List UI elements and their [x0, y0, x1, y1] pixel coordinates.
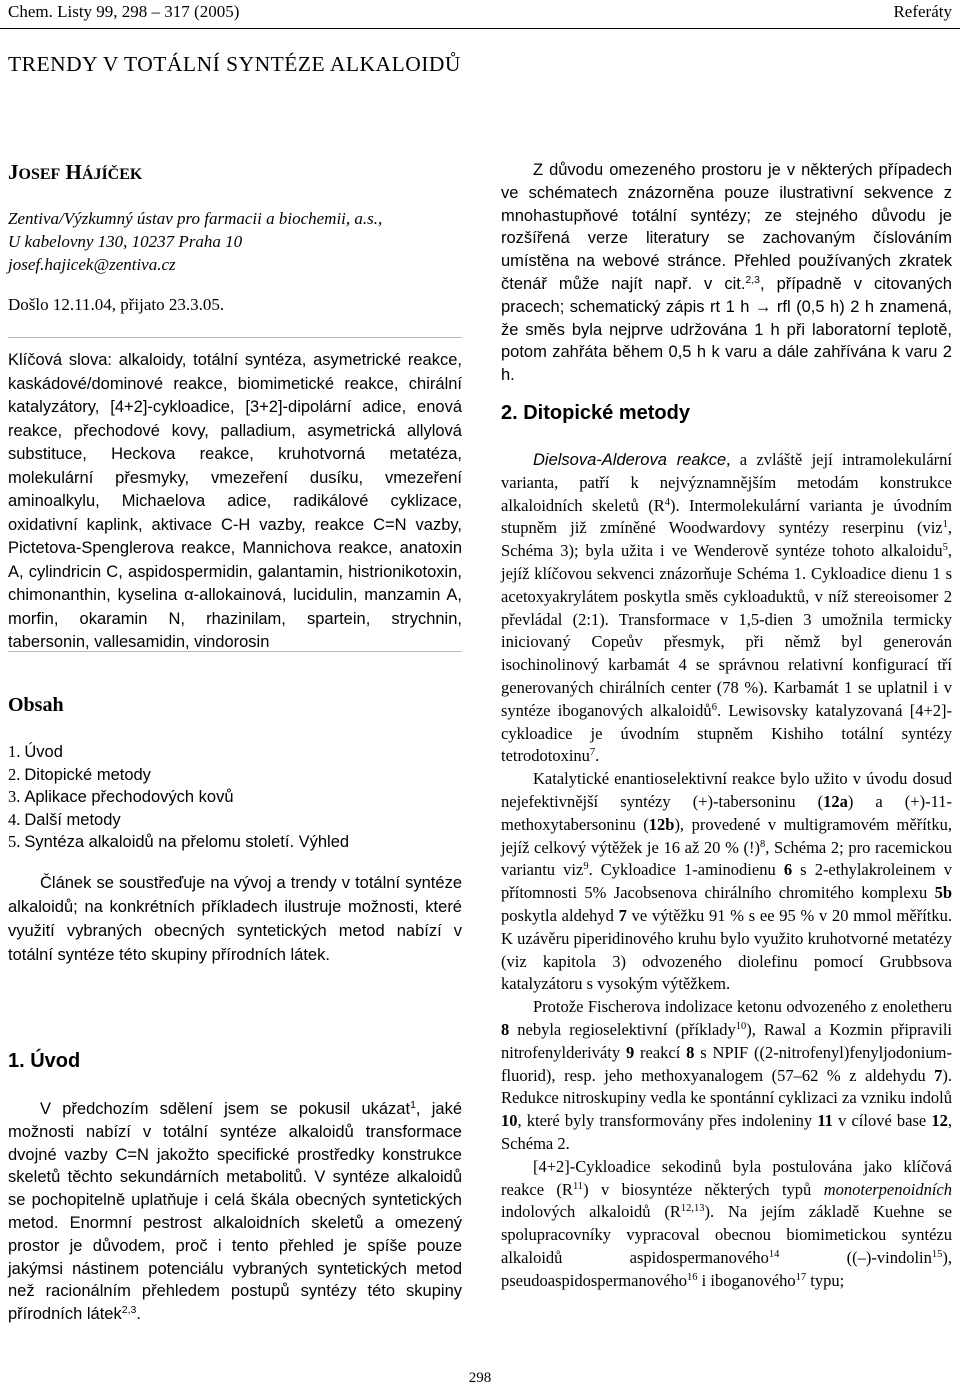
keywords-text: alkaloidy, totální syntéza, asymetrické reakce, kaskádové/dominové reakce, biomimetické reakce, chirální katalyzátory, [4+2]-cykloadice, [3+2]-dipolární adice, enová reakce, přechodové kovy, palladium, asymetrická allylová substituce, Heckova reakce, kruhotvorná metatéza, molekulární přesmyky, vmezeření dusíku, vmezeření aminoalkylu, Michaelova adice, radikálové cyklizace, oxidativní kaplink, aktivace C-H vazby, reakce C=N vazby, Pictetova-Spenglerova reakce, Mannichova reakce, anatoxin A, cylindricin C, aspidospermidin, galantamin, histrionikotoxin, chimonanthin, kyselina α-allokainová, lucidulin, manzamin A, morfin, okaramin N, rhazinilam, spartein, strychnin, tabersonin, vallesamidin, vindorosin: [8, 351, 462, 651]
running-header: [8, 0, 952, 26]
author-email[interactable]: josef.hajicek@zentiva.cz: [8, 255, 176, 274]
reference-mark[interactable]: 12,13: [680, 1203, 705, 1215]
toc-item[interactable]: 1. Úvod: [8, 742, 63, 761]
toc-item[interactable]: 4. Další metody: [8, 809, 121, 829]
toc-item[interactable]: 3. Aplikace přechodových kovů: [8, 787, 234, 806]
paragraph: Katalytické enantioselektivní reakce bylo užito v úvodu dosud nejefektivnější syntézy (+)-tabersoninu (12a) a (+)-11-methoxytabersoninu (12b), provedené v multigramovém měřítku, jejíž celkový výtěžek je 16 až 20 % (!)$^8$, Schéma 2; pro racemickou variantu viz$^9$. Cykloadice 1-aminodienu 6 s 2-ethylakroleinem v přítomnosti 5% Jacobsenova chirálního chromitého komplexu 5b poskytla aldehyd 7 ve výtěžku 91 % s ee 95 % v 20 mmol měřítku. K uzávěru piperidinového kruhu bylo využito kruhotvorné metatézy (viz kapitola 3) odvozeného diolefinu pomocí Grubbsova katalyzátoru s vysokým výtěžkem.: [501, 769, 952, 994]
keywords-rule-top: [8, 337, 462, 338]
table-of-contents: [8, 741, 462, 854]
section-2-text: [501, 449, 952, 1292]
reference-mark[interactable]: 5: [942, 542, 948, 554]
keywords-label: Klíčová slova:: [8, 351, 112, 369]
affiliation-line-1: Zentiva/Výzkumný ústav pro farmacii a biochemii, a.s.,: [8, 209, 383, 228]
paragraph: [4+2]-Cykloadice sekodinů byla postulována jako klíčová reakce $(R^{11})$ v biosyntéze některých typů monoterpenoidních indolových alkaloidů $(R^{12,13})$. Na jejím základě Kuehne se spolupracovníky vypracoval obecnou biomimetickou syntézu alkaloidů aspidospermanového$^{14}$ ((–)-vindolin$^{15}$), pseudoaspidospermanového$^{16}$ i iboganového$^{17}$ typu;: [501, 1156, 952, 1290]
article-title: TRENDY V TOTÁLNÍ SYNTÉZE ALKALOIDŮ: [8, 52, 461, 76]
author-name: JOSEF HÁJÍČEK: [8, 160, 143, 184]
reference-mark[interactable]: 16: [687, 1271, 698, 1283]
reference-mark[interactable]: 7: [589, 747, 596, 759]
reference-mark[interactable]: 1: [410, 1099, 416, 1111]
paragraph: V předchozím sdělení jsem se pokusil ukázat$^1$, jaké možnosti nabízí v totální syntéze alkaloidů transformace dvojné vazby C=N jakožto specifické prostředky konstrukce skeletů těchto sekundárních metabolitů. V syntéze alkaloidů se pochopitelně uplatňuje i celá škála obecných syntetických metod. Enormní pestrost alkaloidních skeletů a omezený prostor je důvodem, proč i tento přehled je spíše pouze jakýmsi nástinem potenciálu vybraných syntetických metod než racionálním přehledem postupů syntézy této skupiny přírodních látek$^{2,3}$.: [8, 1099, 462, 1324]
toc-item[interactable]: 5. Syntéza alkaloidů na přelomu století. Výhled: [8, 832, 350, 851]
section-1-heading: 1. Úvod: [8, 1050, 81, 1072]
section-2-heading: 2. Ditopické metody: [501, 402, 690, 424]
paragraph: Z důvodu omezeného prostoru je v některých případech ve schématech znázorněna pouze ilustrativní sekvence z mnohastupňové totální syntézy; ze stejného důvodu je rozšířená verze literatury se zachovaným číslováním umístěna na webové stránce. Přehled používaných zkratek čtenář může najít např. v cit.$^{2,3}$, případně v citovaných pracech; schematický zápis rt 1 h → rfl (0,5 h) 2 h znamená, že směs byla nejprve udržována 1 h při laboratorní teplotě, potom zahřáta během 0,5 h k varu a dále zahřívána k varu 2 h.: [501, 161, 952, 385]
reference-mark[interactable]: 2,3: [121, 1304, 137, 1317]
paragraph: Protože Fischerova indolizace ketonu odvozeného z enoletheru 8 nebyla regioselektivní (příklady$^{10}$), Rawal a Kozmin připravili nitrofenylderiváty 9 reakcí 8 s NPIF ((2-nitrofenyl)fenyljodonium-fluorid), resp. jeho methoxyanalogem (57–62 % z aldehydu 7). Redukce nitroskupiny vedla ke spontánní cyklizaci za vzniku indolů 10, které byly transformovány přes indoleniny 11 v cílové base 12, Schéma 2.: [501, 997, 952, 1153]
reference-mark[interactable]: 9: [583, 861, 589, 873]
reference-mark[interactable]: 8: [759, 838, 766, 850]
reference-mark[interactable]: 15: [931, 1248, 943, 1260]
paragraph: Dielsova-Alderova reakce, a zvláště její intramolekulární varianta, patří k nejvýznamnějším metodám konstrukce alkaloidních skeletů $(R^4)$. Intermolekulární varianta je úvodním stupněm již zmíněné Woodwardovy syntézy reserpinu (viz$^1$, Schéma 3); byla užita i ve Wenderově syntéze tohoto alkaloidu$^5$, jejíž klíčovou sekvenci znázorňuje Schéma 1. Cykloadice dienu 1 s acetoxyakrylátem poskytla směs cykloaduktů, v níž stereoisomer 2 převládal (2:1). Transformace v 1,5-dien 3 umožnila termicky iniciovaný Copeův přesmyk, při němž byl generován isochinolinový karbamát 4 se správnou relativní konfigurací tří generovaných chirálních center (78 %). Karbamát 1 se uplatnil i v syntéze iboganových alkaloidů$^6$. Lewisovsky katalyzovaná [4+2]-cykloadice je úvodním stupněm Kishiho totální syntézy tetrodotoxinu$^7$.: [501, 450, 952, 766]
affiliation-line-2: U kabelovny 130, 10237 Praha 10: [8, 232, 243, 251]
section-1-text-continued: [501, 159, 952, 387]
section-label: Referáty: [893, 2, 952, 21]
reference-mark[interactable]: 11: [572, 1180, 584, 1192]
toc-item[interactable]: 2. Ditopické metody: [8, 764, 151, 784]
reference-mark[interactable]: 4: [664, 496, 670, 508]
abstract: Článek se soustřeďuje na vývoj a trendy v totální syntéze alkaloidů; na konkrétních příkladech ilustruje možnosti, které využití vybraných obecných syntetických metod nabízí v totální syntéze této skupiny přírodních látek.: [8, 874, 462, 964]
journal-citation: Chem. Listy 99, 298 – 317 (2005): [8, 2, 240, 21]
reference-mark[interactable]: 10: [735, 1020, 747, 1032]
reference-mark[interactable]: 2,3: [745, 273, 761, 286]
affiliation: [8, 207, 382, 276]
reference-mark[interactable]: 17: [795, 1271, 807, 1283]
keywords-rule-bottom: [8, 651, 462, 652]
contents-heading: Obsah: [8, 694, 64, 716]
page-number: 298: [468, 1370, 492, 1386]
reference-mark[interactable]: 1: [942, 519, 948, 531]
section-1-text: [8, 1098, 462, 1326]
reference-mark[interactable]: 6: [711, 701, 717, 713]
header-rule: [0, 28, 960, 29]
reference-mark[interactable]: 14: [768, 1248, 780, 1260]
received-date: Došlo 12.11.04, přijato 23.3.05.: [8, 295, 225, 314]
keywords-block: [8, 349, 462, 655]
